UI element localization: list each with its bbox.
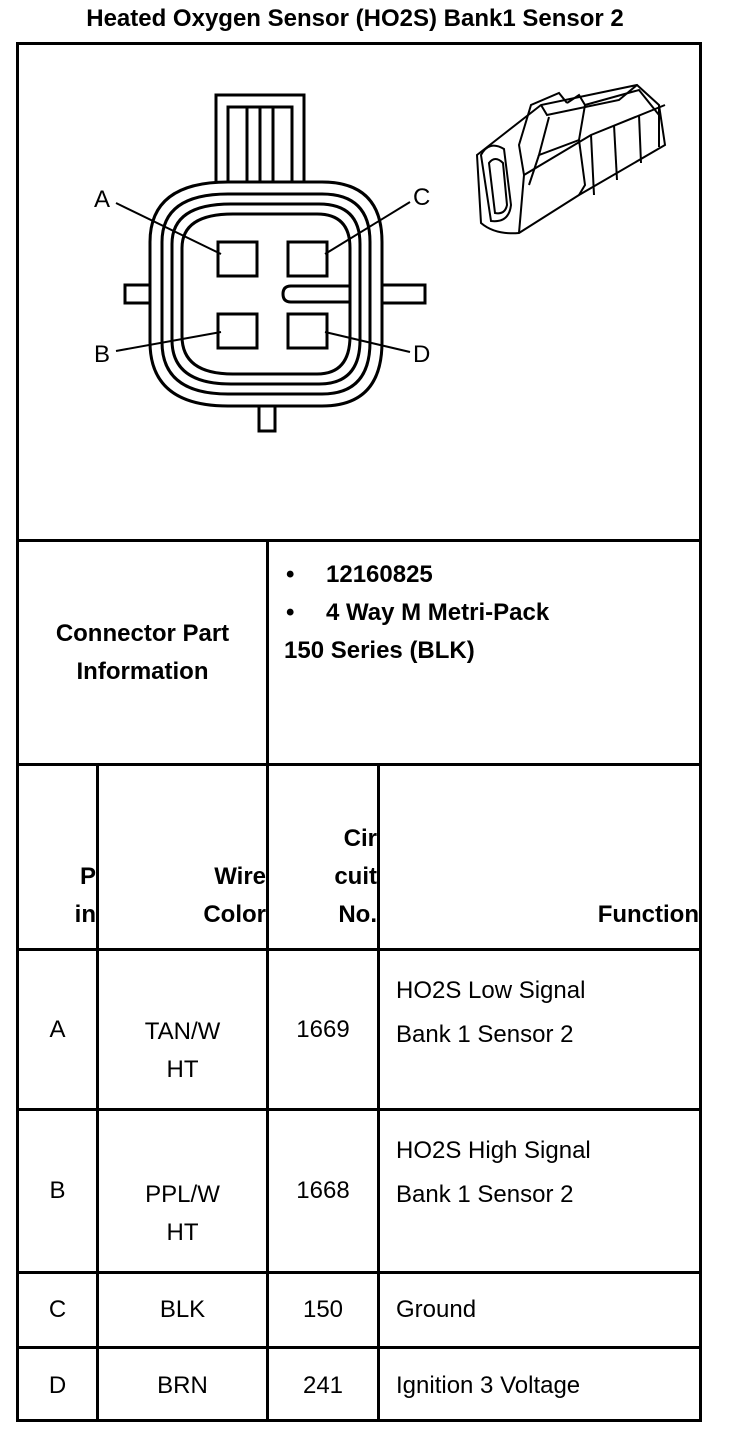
header-text: Function — [597, 901, 699, 928]
pin-cell: C — [48, 1296, 67, 1323]
function-cell — [396, 1111, 696, 1271]
wire-color-cell: BLK — [159, 1296, 206, 1323]
part-number — [284, 556, 549, 594]
function-text: Bank 1 Sensor 2 — [396, 1181, 574, 1208]
wire-color-text: HT — [166, 1055, 199, 1083]
function-text: HO2S Low Signal — [396, 977, 586, 1004]
leader-a — [116, 203, 221, 254]
connector-info-heading-line: Information — [76, 657, 209, 685]
header-text: P — [79, 863, 96, 890]
header-text: Color — [203, 901, 266, 928]
leader-d — [325, 332, 410, 352]
header-text: Wire — [214, 863, 266, 890]
cavity-a — [218, 242, 257, 276]
bullet: • — [286, 599, 295, 626]
connector-series: 150 Series (BLK) — [284, 637, 475, 664]
header-text: Cir — [343, 825, 377, 852]
left-tab — [125, 285, 150, 303]
leader-c — [325, 202, 410, 254]
pin-label-c: C — [413, 184, 431, 211]
header-text: cuit — [334, 863, 377, 890]
header-text: in — [74, 901, 96, 928]
circuit-cell: 241 — [302, 1371, 344, 1399]
connector-diagram — [19, 45, 699, 539]
wire-color-cell — [99, 1111, 266, 1271]
header-pin — [19, 766, 96, 948]
connector-housing-inner-2 — [172, 204, 360, 384]
leader-b — [116, 332, 221, 351]
circuit-cell: 1669 — [296, 1015, 350, 1043]
function-cell — [396, 951, 696, 1108]
connector-housing-inner-3 — [182, 214, 350, 374]
connector-info-heading-line: Connector Part — [55, 619, 230, 647]
circuit-cell: 150 — [302, 1296, 344, 1323]
header-wire-color — [99, 766, 266, 948]
function-text: Bank 1 Sensor 2 — [396, 1021, 574, 1048]
pin-cell: B — [49, 1177, 66, 1204]
connector-type — [284, 594, 549, 632]
header-text: No. — [338, 901, 377, 928]
wire-color-text: HT — [166, 1219, 199, 1246]
cavity-b — [218, 314, 257, 348]
pin-label-b: B — [94, 341, 111, 368]
cavity-c — [288, 242, 327, 276]
pin-label-d: D — [413, 341, 431, 368]
key-slot — [283, 286, 351, 302]
pin-cell: D — [48, 1371, 67, 1399]
page-title: Heated Oxygen Sensor (HO2S) Bank1 Sensor 2 — [86, 5, 624, 32]
wire-color-cell: BRN — [157, 1371, 208, 1399]
bullet: • — [286, 561, 295, 588]
function-text: HO2S High Signal — [396, 1137, 591, 1164]
wire-color-text: TAN/W — [144, 1017, 221, 1045]
wire-color-cell — [99, 951, 266, 1108]
header-circuit — [269, 766, 377, 948]
bottom-tab — [259, 406, 275, 431]
connector-3d-view — [477, 85, 665, 233]
pin-cell: A — [49, 1015, 66, 1043]
circuit-cell: 1668 — [296, 1177, 350, 1204]
pin-label-a: A — [94, 186, 111, 213]
connector-info-heading — [19, 542, 266, 763]
wire-color-text: PPL/W — [145, 1181, 220, 1208]
connector-type-value: 4 Way M Metri-Pack — [326, 599, 550, 626]
part-number-value: 12160825 — [326, 561, 433, 588]
header-function — [380, 766, 699, 948]
function-cell: Ignition 3 Voltage — [396, 1371, 581, 1399]
right-tab — [382, 285, 425, 303]
function-cell: Ground — [396, 1296, 477, 1323]
connector-info-details — [284, 556, 549, 670]
cavity-d — [288, 314, 327, 348]
